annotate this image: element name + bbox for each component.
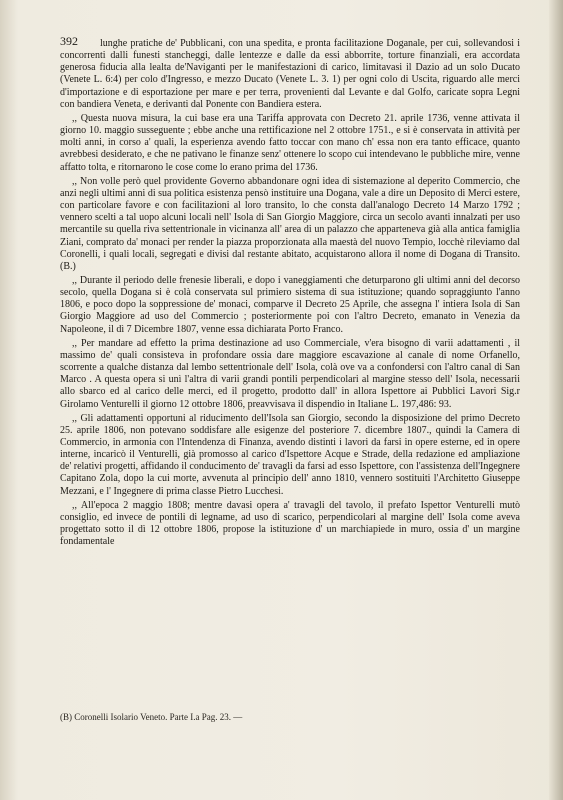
paragraph-2: ,, Questa nuova misura, la cui base era una Tariffa approvata con Decreto 21. aprile 1736, venne attivata il giorno 10. maggio susseguente ; ebbe anche una rettificazione nel 2 ottobre 1751., e si è conservata in attività per molti anni, in corso a' quali, la esperienza avendo fatto toccar con mano ch' essa non era tanto efficace, quanto avrebbesi desiderato, e che ne pativano le finanze senz' ottenere lo scopo cui intendevano le pubbliche mire, venne affatto tolta, e ritornarono le cose come lo erano prima del 1736. <box>60 112 520 173</box>
page-number: 392 <box>60 34 78 48</box>
paragraph-3: ,, Non volle però quel providente Governo abbandonare ogni idea di sistemazione al deperito Commercio, che anzi negli ultimi anni di sua politica esistenza pensò instituire una Dogana, vale a dire un Deposito di Merci estere, con particolare favore e con facilitazioni al loro transito, lo che consta dall'analogo Decreto 14 Marzo 1792 ; vennero scelti a tal uopo alcuni locali nell' Isola di San Giorgio Maggiore, circa un secolo avanti innalzati per uso mercantile su quella riva settentrionale in vicinanza all' area di un palazzo che appartenevа già alla antica famiglia Ziani, comprato da' monaci per render la piazza proporzionata alla maestà del nuovo Tempio, locchè rileviamo dal Coronelli, i quali locali, segregati e divisi dal restante abitato, acquistarono allora il nome di Dogana di Transito. (B.) <box>60 175 520 272</box>
footnote: (B) Coronelli Isolario Veneto. Parte I.a Pag. 23. — <box>60 712 243 722</box>
paragraph-5: ,, Per mandare ad effetto la prima destinazione ad uso Commerciale, v'era bisogno di varii adattamenti , il massimo de' quali consisteva in profondare ossia dare maggiore escavazione al canale di nome Orfanello, scorrente a qualche distanza dal lembo settentrionale dell' Isola, colà ove va a confondersi con l'altro canal di San Marco . A questa opera si unì l'altra di varii grandi pontili perpendicolari al margine stesso dell' Isola, necessarii allo sbarco ed al carico delle merci, ed il progetto, prodotto dall' in allora Ispettore ai Pubblici Lavori Sig.r Girolamo Venturelli il giorno 12 ottobre 1806, preavvisava il dispendio in Italiane L. 197,486: 93. <box>60 337 520 410</box>
paragraph-1: lunghe pratiche de' Pubblicani, con una spedita, e pronta facilitazione Doganale, per cui, sollevandosi i concorrenti dalli funesti stancheggi, dalle lentezze e dalle da essi abborrite, torture finanziali, era accordata generosa fiducia alla lealta de'Naviganti per le manifestazioni di carico, limitavasi il Dazio ad un solo Ducato (Venete L. 6:4) per colo d'Ingresso, e mezzo Ducato (Venete L. 3. 1) per ogni colo di Uscita, riguardo alle merci d'importazione e di esportazione per mare e per terra, provenienti dal Levante e dal Golfo, caricate sopra Legni con bandiera Veneta, e derivanti dal Ponente con Bandiera estera. <box>60 38 520 110</box>
body-text <box>60 38 520 548</box>
paragraph-4: ,, Durante il periodo delle frenesie liberali, e dopo i vaneggiamenti che deturparono gli ultimi anni del decorso secolo, quella Dogana si è colà conservata sul primiero sistema di sua istituzione; quando sopraggiunto l'anno 1806, e poco dopo la soppressione de' monaci, comparve il Decreto 25 Aprile, che assegna l' intiera Isola di San Giorgio Maggiore ad uso del Commercio ; posteriormente poi con l'altro Decreto, emanato in Venezia da Napoleone, il dì 7 Dicembre 1807, venne essa dichiarata Porto Franco. <box>60 274 520 335</box>
paragraph-6: ,, Gli adattamenti opportuni al riducimento dell'Isola san Giorgio, secondo la disposizione del primo Decreto 25. aprile 1806, non potevano soddisfare alle esigenze del posteriore 7. dicembre 1807., quindi la Camera di Commercio, in armonia con l'Intendenza di Finanza, avendo distinti i lavori da farsi in opere esterne, ed in opere interne, incaricò il Venturelli, già promosso al carico d'Ispettore Acque e Strade, della redazione ed ampliazione de' relativi progetti, affidando il conducimento de' travagli da farsi ad esso Ispettore, con l'assistenza dell'Ingegnere Capitano Zola, dopo la cui morte, avvenuta al principio dell' anno 1810, vennero sostituiti l'Architetto Giuseppe Mezzani, e l' Ingegnere di prima classe Pietro Lucchesi. <box>60 412 520 497</box>
paragraph-7: ,, All'epoca 2 maggio 1808; mentre davasi opera a' travagli del tavolo, il prefato Ispettor Venturelli mutò consiglio, ed invece de pontili di legname, ad uso di scarico, perpendicolari al margine dell' Isola come aveva progettato sotto il dì 12 ottobre 1806, propose la istituzione d' un marchiapiede in muro, ossia d' un margine fondamentale <box>60 499 520 548</box>
book-gutter-shadow <box>549 0 563 800</box>
